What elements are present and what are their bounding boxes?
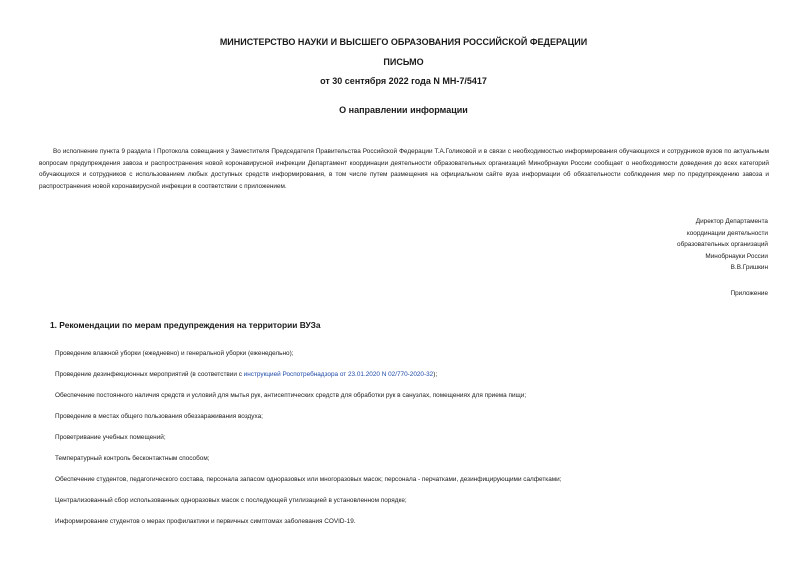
signature-line: Минобрнауки России (705, 252, 768, 260)
signature-block (677, 216, 768, 274)
section-title: 1. Рекомендации по мерам предупреждения на территории ВУЗа (50, 320, 321, 330)
list-item-text: Проведение дезинфекционных мероприятий (в соответствии с (55, 371, 244, 378)
document-date-number: от 30 сентября 2022 года N МН-7/5417 (320, 76, 487, 86)
list-item: Обеспечение студентов, педагогического состава, персонала запасом одноразовых или многоразовых масок; персонала - перчатками, дезинфицирующими салфетками; (55, 476, 562, 483)
list-item-text: ); (433, 371, 438, 378)
list-item: Обеспечение постоянного наличия средств и условий для мытья рук, антисептических средств для обработки рук в санузлах, помещениях для приема пищи; (55, 392, 527, 399)
list-item: Информирование студентов о мерах профилактики и первичных симптомах заболевания COVID-19. (55, 518, 356, 525)
instruction-link[interactable]: инструкцией Роспотребнадзора от 23.01.2020 N 02/770-2020-32 (243, 371, 434, 378)
signature-line: Директор Департамента (695, 218, 768, 225)
list-item: Проветривание учебных помещений; (55, 434, 166, 441)
list-item: Централизованный сбор использованных одноразовых масок с последующей утилизацией в установленном порядке; (55, 497, 407, 504)
signatory-name: В.В.Гришкин (730, 264, 768, 271)
signature-line: координации деятельности (686, 229, 768, 237)
list-item (55, 370, 562, 391)
document-type: ПИСЬМО (383, 57, 424, 67)
recommendations-list (55, 349, 562, 538)
body-paragraph: Во исполнение пункта 9 раздела I Протокола совещания у Заместителя Председателя Правительства Российской Федерации Т.А.Голиковой и в связи с необходимостью информирования обучающихся и сотрудников вузов по актуальным вопросам предупреждения завоза и распространения новой коронавирусной инфекции Департамент координации деятельности образовательных организаций Минобрнауки России сообщает о необходимости доведения до всех категорий обучающихся и сотрудников с использованием любых доступных средств информирования, в том числе путем размещения на официальном сайте вуза информации об обязательности соблюдения мер по предупреждению завоза и распространения новой коронавирусной инфекции в соответствии с приложением. (39, 148, 769, 190)
list-item: Проведение в местах общего пользования обеззараживания воздуха; (55, 413, 263, 420)
signature-line: образовательных организаций (677, 241, 768, 248)
list-item: Проведение влажной уборки (ежедневно) и генеральной уборки (еженедельно); (55, 350, 294, 357)
appendix-label: Приложение (730, 290, 768, 297)
list-item: Температурный контроль бесконтактным способом; (55, 455, 210, 462)
document-subject: О направлении информации (339, 105, 468, 115)
ministry-title: МИНИСТЕРСТВО НАУКИ И ВЫСШЕГО ОБРАЗОВАНИЯ РОССИЙСКОЙ ФЕДЕРАЦИИ (219, 37, 588, 47)
